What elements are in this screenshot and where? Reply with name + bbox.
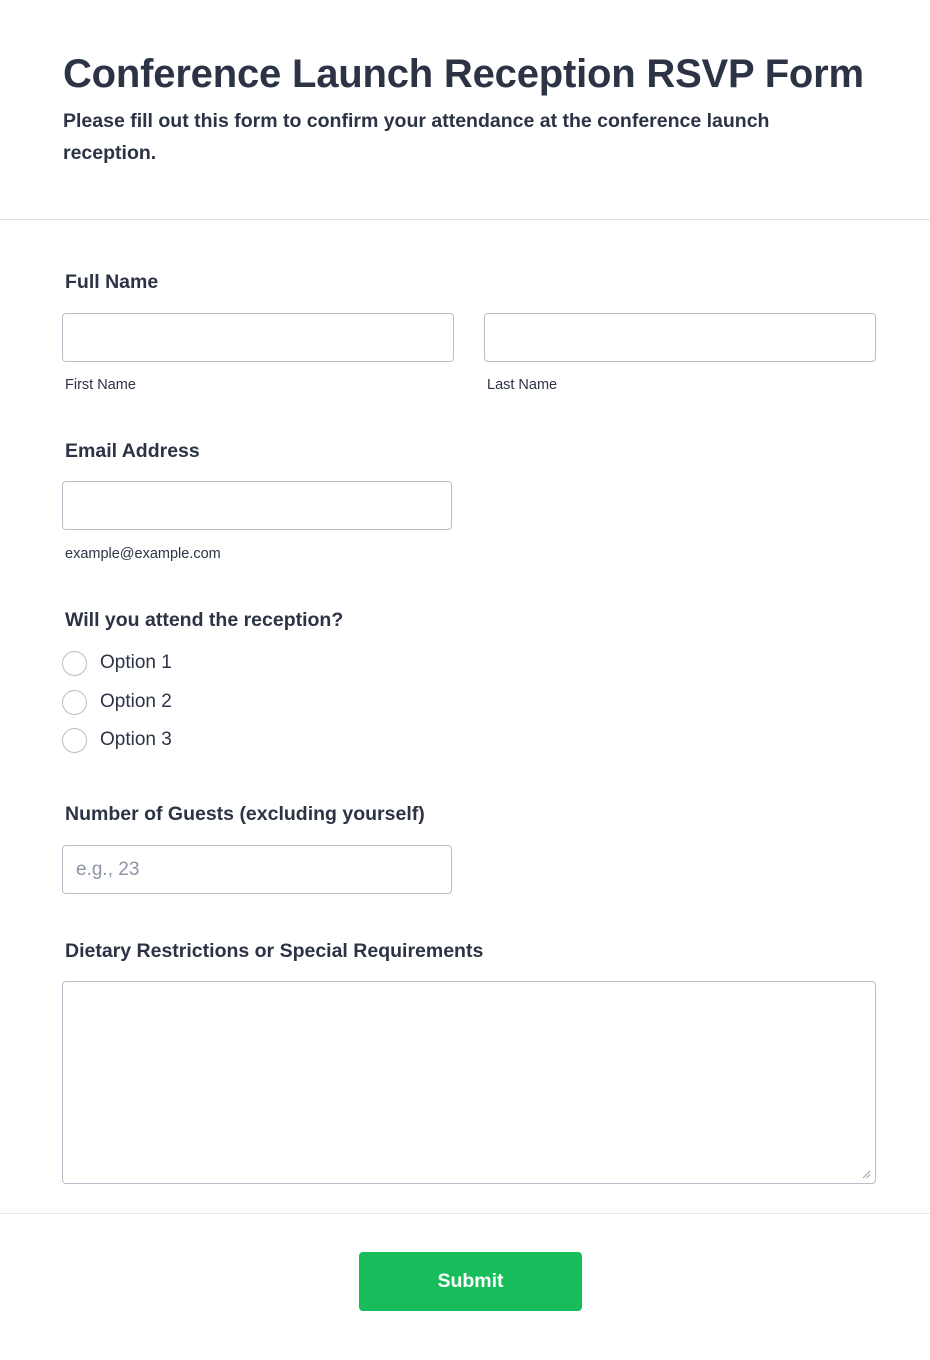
resize-grip-icon[interactable]	[861, 1169, 871, 1179]
guests-input[interactable]	[62, 845, 452, 894]
dietary-label: Dietary Restrictions or Special Requirements	[65, 940, 484, 962]
guests-label: Number of Guests (excluding yourself)	[65, 803, 425, 825]
first-name-input[interactable]	[62, 313, 454, 362]
email-label: Email Address	[65, 440, 200, 462]
radio-button[interactable]	[62, 651, 87, 676]
first-name-sublabel: First Name	[65, 377, 136, 393]
email-input[interactable]	[62, 481, 452, 530]
radio-option-label: Option 2	[100, 691, 172, 712]
email-sublabel: example@example.com	[65, 546, 221, 562]
form-header	[0, 0, 930, 220]
radio-option-label: Option 3	[100, 729, 172, 750]
radio-button[interactable]	[62, 690, 87, 715]
form-subtitle: Please fill out this form to confirm your attendance at the conference launch reception.	[63, 110, 770, 164]
attend-option-1[interactable]	[62, 650, 172, 676]
radio-button[interactable]	[62, 728, 87, 753]
attend-label: Will you attend the reception?	[65, 609, 344, 631]
dietary-textarea[interactable]	[62, 981, 876, 1184]
form-title: Conference Launch Reception RSVP Form	[63, 52, 864, 96]
last-name-sublabel: Last Name	[487, 377, 558, 393]
attend-option-2[interactable]	[62, 689, 172, 715]
full-name-label: Full Name	[65, 271, 159, 293]
attend-option-3[interactable]	[62, 727, 172, 753]
footer-divider	[0, 1213, 930, 1214]
last-name-input[interactable]	[484, 313, 876, 362]
submit-button[interactable]: Submit	[359, 1252, 582, 1311]
radio-option-label: Option 1	[100, 652, 172, 673]
